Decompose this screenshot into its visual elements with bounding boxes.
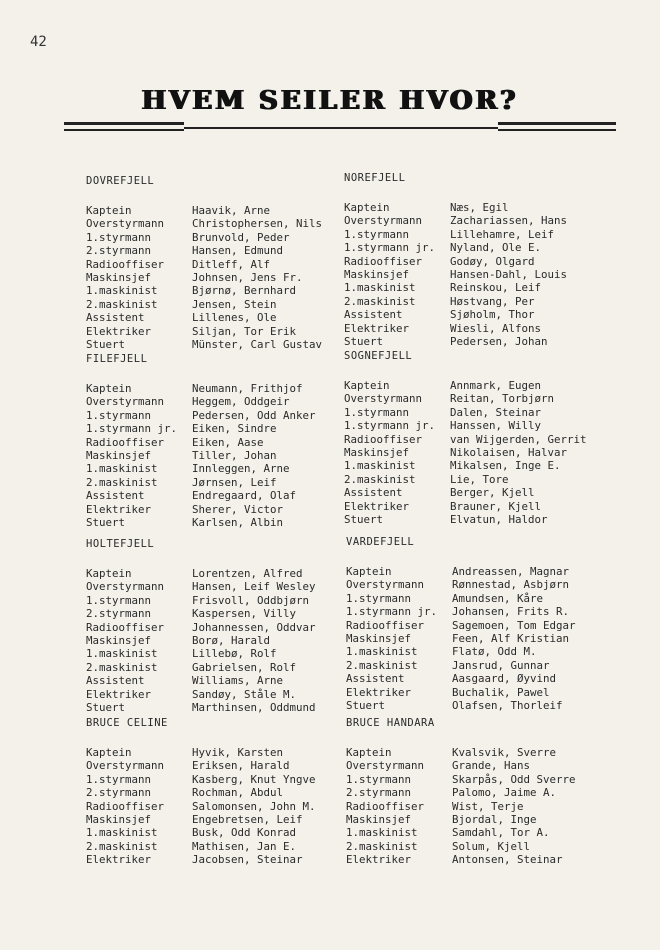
crew-member-name: Tiller, Johan [192, 449, 277, 463]
crew-position: Overstyrmann [86, 759, 165, 773]
crew-row [86, 476, 316, 489]
crew-row [346, 645, 576, 658]
crew-row [86, 395, 316, 408]
crew-member-name: Rønnestad, Asbjørn [452, 578, 570, 592]
crew-position: 2.styrmann [346, 786, 412, 800]
crew-row [86, 607, 316, 620]
crew-position: Maskinsjef [344, 268, 410, 282]
crew-position: Kaptein [346, 565, 392, 578]
crew-member-name: Kaspersen, Villy [192, 607, 297, 621]
crew-row [86, 800, 316, 813]
crew-member-name: Godøy, Olgard [450, 254, 535, 268]
crew-position: Maskinsjef [86, 271, 152, 285]
ship-crew-block [86, 717, 316, 867]
crew-member-name: Wiesli, Alfons [450, 321, 542, 335]
crew-position: 1.maskinist [86, 284, 158, 298]
crew-position: 1.styrmann [86, 230, 152, 244]
crew-member-name: Frisvoll, Oddbjørn [192, 593, 310, 607]
crew-member-name: Neumann, Frithjof [192, 382, 303, 395]
crew-member-name: Christophersen, Nils [192, 217, 323, 231]
crew-row [344, 379, 587, 392]
crew-position: Stuert [86, 338, 126, 352]
crew-member-name: Feen, Alf Kristian [452, 632, 570, 646]
crew-position: 2.styrmann [86, 786, 152, 800]
crew-member-name: Solum, Kjell [452, 839, 531, 853]
crew-row [346, 686, 576, 699]
crew-position: 2.maskinist [346, 658, 418, 672]
crew-row [346, 746, 576, 759]
ship-name: BRUCE CELINE [86, 717, 168, 729]
crew-position: Radiooffiser [86, 435, 165, 449]
crew-row [86, 674, 316, 687]
crew-row [86, 436, 316, 449]
crew-member-name: Heggem, Oddgeir [192, 395, 290, 409]
crew-member-name: Mathisen, Jan E. [192, 839, 297, 853]
crew-position: 2.maskinist [344, 294, 416, 308]
crew-row [86, 634, 316, 647]
crew-position: 1.styrmann jr. [344, 241, 436, 255]
crew-row [346, 773, 576, 786]
crew-row [346, 565, 576, 578]
crew-row [86, 284, 322, 297]
crew-row [344, 446, 587, 459]
ship-crew-block [86, 538, 316, 714]
crew-position: 1.maskinist [344, 459, 416, 473]
crew-member-name: Münster, Carl Gustav [192, 338, 323, 352]
crew-position: Elektriker [344, 321, 410, 335]
crew-member-name: Hansen, Leif Wesley [192, 580, 316, 594]
crew-member-name: Innleggen, Arne [192, 462, 290, 476]
crew-position: Kaptein [86, 382, 132, 395]
crew-row [86, 503, 316, 516]
crew-position: Kaptein [346, 746, 392, 759]
crew-member-name: Andreassen, Magnar [452, 565, 570, 578]
crew-position: 1.maskinist [344, 281, 416, 295]
crew-position: Assistent [86, 489, 145, 503]
crew-member-name: Jansrud, Gunnar [452, 658, 550, 672]
crew-position: 1.maskinist [86, 462, 158, 476]
crew-position: Assistent [344, 308, 403, 322]
crew-position: 1.styrmann jr. [86, 422, 178, 436]
crew-row [344, 500, 587, 513]
ship-name: SOGNEFJELL [344, 350, 413, 362]
crew-position: Stuert [344, 513, 384, 527]
crew-position: Overstyrmann [346, 759, 425, 773]
crew-member-name: Pedersen, Odd Anker [192, 408, 316, 422]
crew-position: Elektriker [86, 687, 152, 701]
crew-member-name: Wist, Terje [452, 799, 524, 813]
crew-member-name: Williams, Arne [192, 674, 284, 688]
crew-row [346, 619, 576, 632]
crew-member-name: Borø, Harald [192, 634, 271, 648]
crew-member-name: Haavik, Arne [192, 204, 271, 217]
crew-position: 1.styrmann [86, 408, 152, 422]
crew-position: Maskinsjef [86, 449, 152, 463]
crew-row [86, 840, 316, 853]
crew-position: Elektriker [86, 324, 152, 338]
crew-position: Radiooffiser [86, 799, 165, 813]
crew-member-name: Skarpås, Odd Sverre [452, 772, 576, 786]
crew-position: Stuert [86, 516, 126, 530]
ship-crew-block [344, 172, 567, 348]
crew-position: Elektriker [346, 853, 412, 867]
crew-member-name: Aasgaard, Øyvind [452, 672, 557, 686]
crew-member-name: Hanssen, Willy [450, 419, 542, 433]
crew-row [86, 567, 316, 580]
crew-position: 2.maskinist [86, 839, 158, 853]
crew-position: 1.styrmann [344, 227, 410, 241]
crew-member-name: Eiken, Aase [192, 435, 264, 449]
crew-position: 1.styrmann [346, 772, 412, 786]
crew-member-name: Marthinsen, Oddmund [192, 701, 316, 715]
crew-position: Maskinsjef [346, 632, 412, 646]
crew-member-name: Flatø, Odd M. [452, 645, 537, 659]
crew-member-name: Gabrielsen, Rolf [192, 660, 297, 674]
crew-position: Radiooffiser [346, 799, 425, 813]
crew-member-name: Salomonsen, John M. [192, 799, 316, 813]
crew-row [344, 295, 567, 308]
crew-row [86, 516, 316, 529]
crew-position: Stuert [86, 701, 126, 715]
crew-position: 2.maskinist [86, 660, 158, 674]
crew-position: 1.styrmann [86, 772, 152, 786]
crew-row [86, 853, 316, 866]
crew-position: 2.maskinist [344, 472, 416, 486]
crew-row [86, 204, 322, 217]
crew-member-name: Bjørnø, Bernhard [192, 284, 297, 298]
crew-row [86, 773, 316, 786]
crew-row [86, 688, 316, 701]
crew-position: 2.maskinist [86, 297, 158, 311]
ship-name: FILEFJELL [86, 353, 148, 365]
crew-member-name: Nikolaisen, Halvar [450, 446, 568, 460]
crew-row [344, 322, 567, 335]
title-rule-left [64, 122, 184, 131]
crew-position: 1.maskinist [86, 647, 158, 661]
crew-position: Elektriker [344, 499, 410, 513]
crew-row [344, 392, 587, 405]
crew-position: Overstyrmann [86, 217, 165, 231]
crew-member-name: Lillebø, Rolf [192, 647, 277, 661]
crew-member-name: Samdahl, Tor A. [452, 826, 550, 840]
ship-name: VARDEFJELL [346, 536, 415, 548]
page-number: 42 [30, 34, 47, 50]
crew-position: Kaptein [344, 379, 390, 392]
crew-row [346, 659, 576, 672]
crew-position: Elektriker [86, 502, 152, 516]
crew-row [86, 661, 316, 674]
title-rule-middle [184, 127, 498, 129]
crew-position: Kaptein [86, 567, 132, 580]
crew-position: Kaptein [344, 201, 390, 214]
crew-position: 1.styrmann [344, 405, 410, 419]
crew-member-name: Pedersen, Johan [450, 335, 548, 349]
crew-row [346, 853, 576, 866]
crew-position: 2.maskinist [86, 475, 158, 489]
crew-row [86, 311, 322, 324]
crew-member-name: Nyland, Ole E. [450, 241, 542, 255]
crew-position: Maskinsjef [346, 813, 412, 827]
crew-row [86, 759, 316, 772]
crew-position: Radiooffiser [344, 254, 423, 268]
crew-member-name: Lillehamre, Leif [450, 227, 555, 241]
crew-row [344, 459, 587, 472]
crew-row [344, 513, 587, 526]
crew-position: 2.maskinist [346, 839, 418, 853]
crew-position: Radiooffiser [346, 618, 425, 632]
crew-row [346, 672, 576, 685]
crew-row [86, 462, 316, 475]
crew-row [86, 813, 316, 826]
crew-row [344, 335, 567, 348]
crew-position: Assistent [346, 672, 405, 686]
crew-position: Kaptein [86, 746, 132, 759]
crew-position: Radiooffiser [86, 620, 165, 634]
crew-row [86, 231, 322, 244]
crew-position: Stuert [344, 335, 384, 349]
crew-member-name: Johansen, Frits R. [452, 605, 570, 619]
crew-row [344, 241, 567, 254]
crew-member-name: Reinskou, Leif [450, 281, 542, 295]
crew-position: Radiooffiser [86, 257, 165, 271]
crew-position: Maskinsjef [86, 634, 152, 648]
crew-row [346, 605, 576, 618]
crew-member-name: Kasberg, Knut Yngve [192, 772, 316, 786]
crew-row [346, 813, 576, 826]
crew-member-name: Lorentzen, Alfred [192, 567, 303, 580]
crew-member-name: Jacobsen, Steinar [192, 853, 303, 867]
crew-position: Overstyrmann [86, 395, 165, 409]
crew-row [346, 800, 576, 813]
crew-row [344, 268, 567, 281]
crew-row [344, 486, 587, 499]
ship-crew-block [346, 536, 576, 712]
crew-position: 1.styrmann [346, 591, 412, 605]
ship-crew-block [344, 350, 587, 526]
crew-row [344, 228, 567, 241]
crew-position: 1.maskinist [346, 645, 418, 659]
crew-member-name: Amundsen, Kåre [452, 591, 544, 605]
crew-row [346, 826, 576, 839]
ship-crew-block [346, 717, 576, 867]
crew-row [344, 433, 587, 446]
crew-row [344, 281, 567, 294]
crew-row [344, 419, 587, 432]
crew-position: Maskinsjef [344, 446, 410, 460]
crew-row [344, 308, 567, 321]
crew-member-name: Jensen, Stein [192, 297, 277, 311]
crew-member-name: Brunvold, Peder [192, 230, 290, 244]
crew-position: Overstyrmann [86, 580, 165, 594]
ship-name: NOREFJELL [344, 172, 406, 184]
crew-row [86, 258, 322, 271]
crew-member-name: Olafsen, Thorleif [452, 699, 563, 713]
crew-row [86, 489, 316, 502]
page-title: HVEM SEILER HVOR? [141, 86, 519, 116]
crew-member-name: Sjøholm, Thor [450, 308, 535, 322]
crew-row [86, 449, 316, 462]
ship-name: HOLTEFJELL [86, 538, 155, 550]
crew-position: Kaptein [86, 204, 132, 217]
ship-name: BRUCE HANDARA [346, 717, 435, 729]
title-rule-right [498, 122, 616, 131]
crew-member-name: Næs, Egil [450, 201, 509, 214]
crew-row [86, 298, 322, 311]
crew-row [86, 621, 316, 634]
crew-row [86, 701, 316, 714]
crew-member-name: Dalen, Steinar [450, 405, 542, 419]
crew-row [86, 746, 316, 759]
crew-member-name: Antonsen, Steinar [452, 853, 563, 867]
crew-member-name: Eriksen, Harald [192, 759, 290, 773]
crew-member-name: Zachariassen, Hans [450, 214, 568, 228]
crew-member-name: Hansen-Dahl, Louis [450, 268, 568, 282]
crew-position: 2.styrmann [86, 244, 152, 258]
crew-position: Overstyrmann [346, 578, 425, 592]
crew-position: Radiooffiser [344, 432, 423, 446]
crew-position: Stuert [346, 699, 386, 713]
crew-position: Maskinsjef [86, 813, 152, 827]
crew-row [86, 647, 316, 660]
crew-row [86, 338, 322, 351]
crew-member-name: Sherer, Victor [192, 502, 284, 516]
crew-row [86, 422, 316, 435]
crew-member-name: Hansen, Edmund [192, 244, 284, 258]
crew-row [86, 826, 316, 839]
crew-member-name: Høstvang, Per [450, 294, 535, 308]
crew-position: 1.maskinist [346, 826, 418, 840]
crew-row [86, 409, 316, 422]
crew-member-name: Mikalsen, Inge E. [450, 459, 561, 473]
crew-member-name: Reitan, Torbjørn [450, 392, 555, 406]
crew-member-name: van Wijgerden, Gerrit [450, 432, 587, 446]
crew-member-name: Eiken, Sindre [192, 422, 277, 436]
crew-member-name: Engebretsen, Leif [192, 813, 303, 827]
crew-member-name: Berger, Kjell [450, 486, 535, 500]
crew-position: Elektriker [346, 685, 412, 699]
crew-row [346, 786, 576, 799]
crew-member-name: Endregaard, Olaf [192, 489, 297, 503]
crew-row [86, 244, 322, 257]
crew-member-name: Sandøy, Ståle M. [192, 687, 297, 701]
crew-member-name: Lie, Tore [450, 472, 509, 486]
crew-position: Assistent [86, 674, 145, 688]
crew-position: 1.styrmann jr. [344, 419, 436, 433]
crew-member-name: Johnsen, Jens Fr. [192, 271, 303, 285]
crew-row [86, 594, 316, 607]
crew-member-name: Jørnsen, Leif [192, 475, 277, 489]
crew-row [346, 840, 576, 853]
crew-position: 2.styrmann [86, 607, 152, 621]
crew-row [344, 214, 567, 227]
crew-row [86, 382, 316, 395]
crew-member-name: Kvalsvik, Sverre [452, 746, 557, 759]
crew-member-name: Sagemoen, Tom Edgar [452, 618, 576, 632]
crew-member-name: Grande, Hans [452, 759, 531, 773]
crew-member-name: Hyvik, Karsten [192, 746, 284, 759]
crew-member-name: Brauner, Kjell [450, 499, 542, 513]
crew-position: Assistent [344, 486, 403, 500]
crew-row [344, 473, 587, 486]
crew-row [346, 592, 576, 605]
crew-member-name: Rochman, Abdul [192, 786, 284, 800]
crew-position: 1.maskinist [86, 826, 158, 840]
crew-position: Overstyrmann [344, 392, 423, 406]
crew-member-name: Elvatun, Haldor [450, 513, 548, 527]
crew-member-name: Buchalik, Pawel [452, 685, 550, 699]
crew-position: Elektriker [86, 853, 152, 867]
crew-row [86, 325, 322, 338]
crew-row [86, 271, 322, 284]
crew-position: 1.styrmann jr. [346, 605, 438, 619]
crew-position: 1.styrmann [86, 593, 152, 607]
crew-row [346, 699, 576, 712]
crew-member-name: Lillenes, Ole [192, 311, 277, 325]
crew-row [346, 759, 576, 772]
crew-member-name: Johannessen, Oddvar [192, 620, 316, 634]
crew-row [346, 632, 576, 645]
crew-row [346, 578, 576, 591]
crew-position: Assistent [86, 311, 145, 325]
ship-name: DOVREFJELL [86, 175, 155, 187]
crew-member-name: Ditleff, Alf [192, 257, 271, 271]
ship-crew-block [86, 353, 316, 529]
crew-row [344, 201, 567, 214]
crew-position: Overstyrmann [344, 214, 423, 228]
crew-row [86, 217, 322, 230]
crew-row [344, 406, 587, 419]
crew-row [86, 580, 316, 593]
crew-member-name: Palomo, Jaime A. [452, 786, 557, 800]
crew-member-name: Annmark, Eugen [450, 379, 542, 392]
ship-crew-block [86, 175, 322, 351]
crew-member-name: Siljan, Tor Erik [192, 324, 297, 338]
crew-member-name: Bjordal, Inge [452, 813, 537, 827]
crew-member-name: Karlsen, Albin [192, 516, 284, 530]
crew-row [344, 255, 567, 268]
crew-row [86, 786, 316, 799]
crew-member-name: Busk, Odd Konrad [192, 826, 297, 840]
